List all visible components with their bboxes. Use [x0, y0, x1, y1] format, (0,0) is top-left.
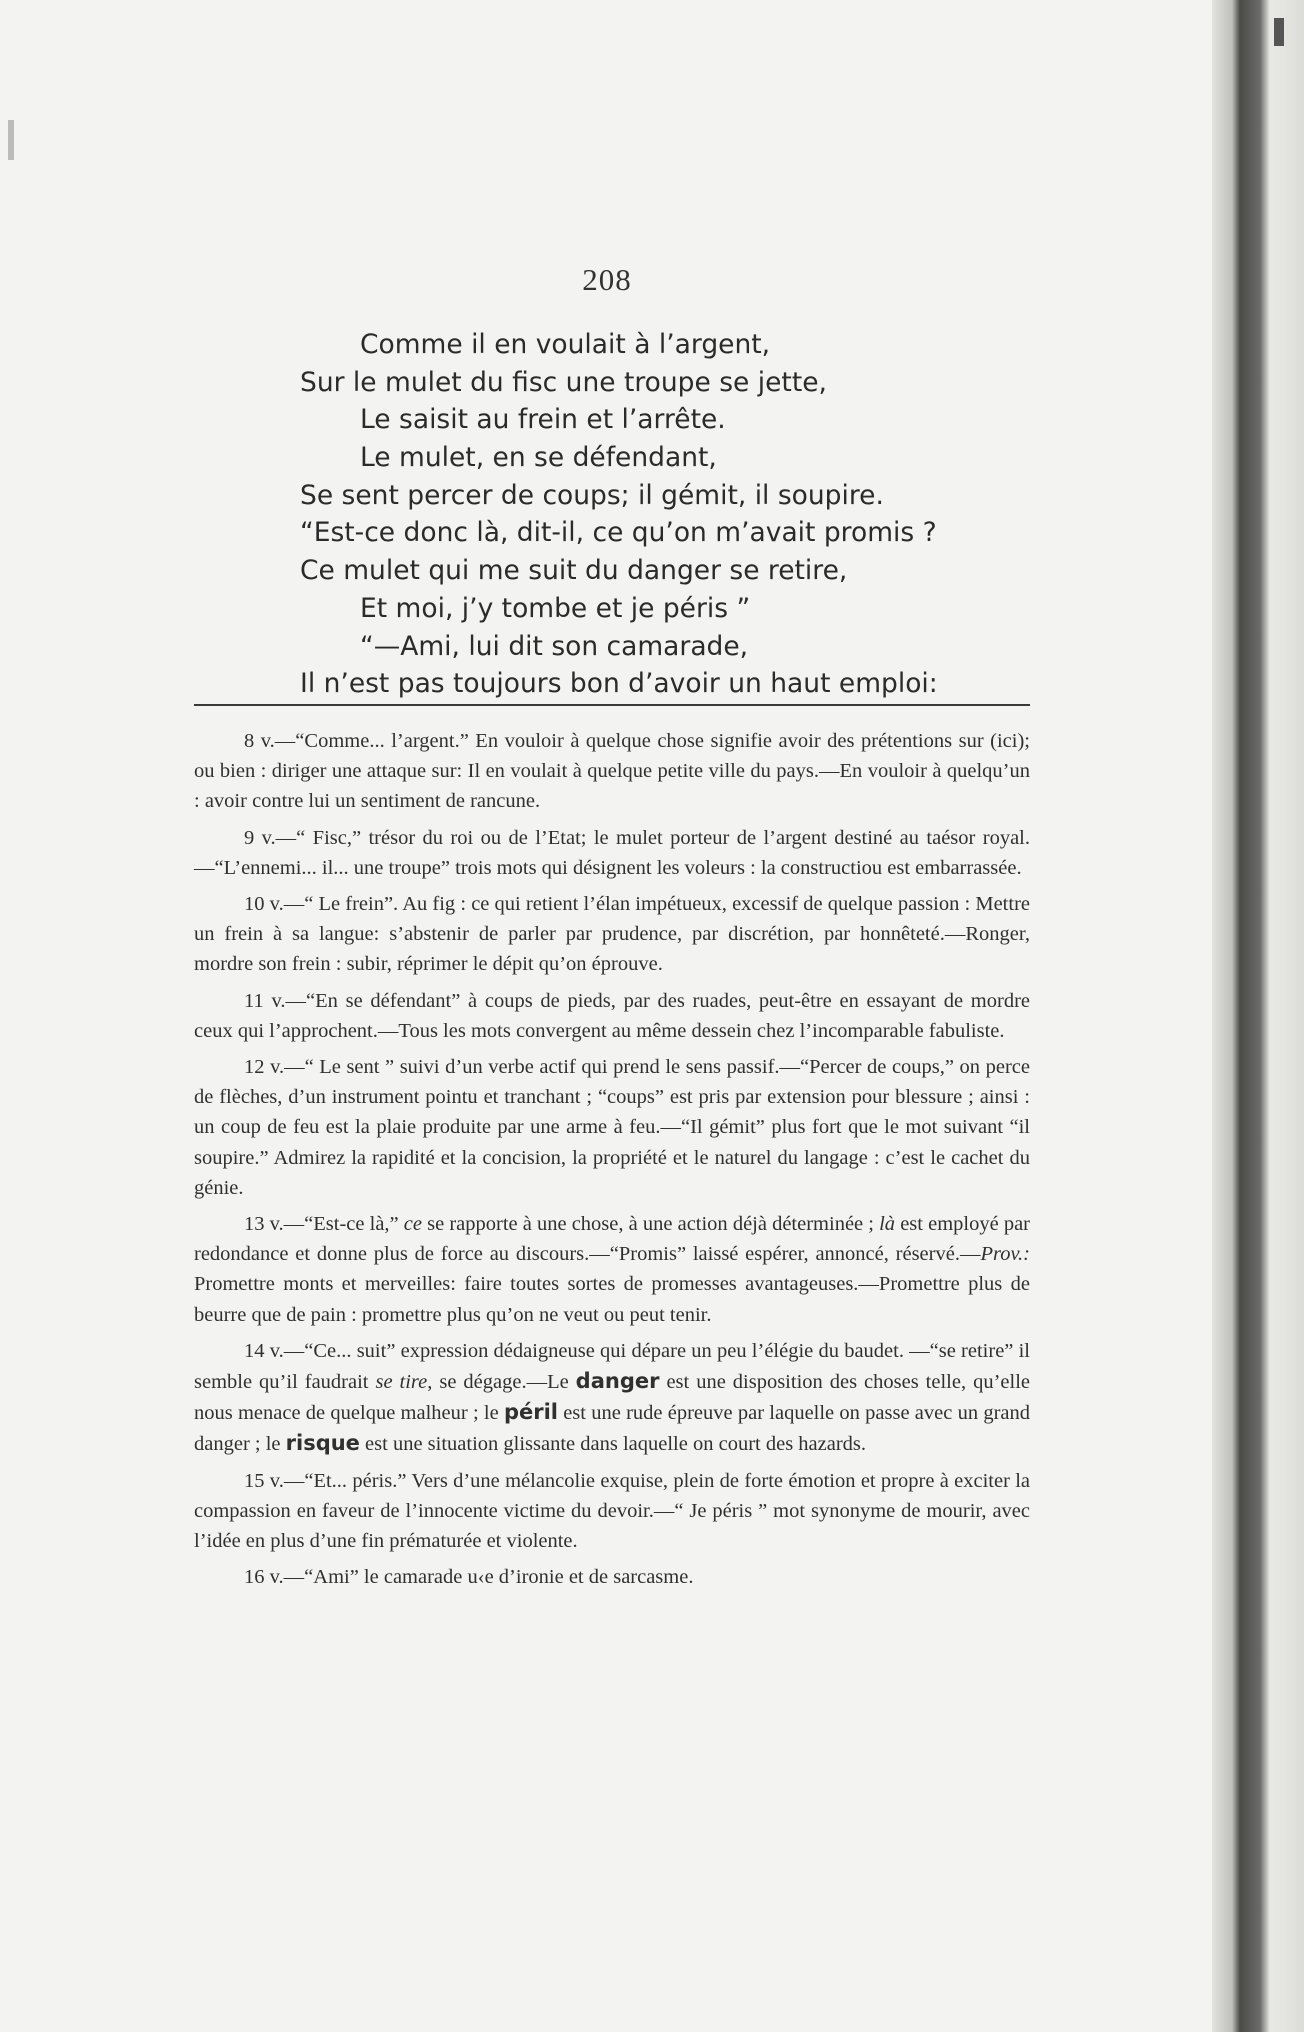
footnote-text: est une rude épreuve par laquelle on passe avec un grand danger ; le: [194, 1402, 1031, 1456]
bold-keyword: péril: [503, 1400, 558, 1425]
bold-keyword: danger: [575, 1369, 660, 1394]
poem-line: Se sent percer de coups; il gémit, il soupire.: [300, 479, 884, 511]
footnote-text: 12 v.—“ Le sent ” suivi d’un verbe actif qui prend le sens passif.—“Percer de coups,” on perce de flèches, d’un instrument pointu et tranchant ; “coups” est pris par extension pour blessure ; ainsi : un coup de feu est la plaie produite par une arme à feu.—“Il gémit” plus fort que le mot suivant “il soupire.” Admirez la rapidité et la concision, la propriété et le naturel du langage : c’est le cachet du génie.: [194, 1056, 1030, 1199]
footnote: [194, 726, 1030, 817]
page-number: 208: [582, 262, 632, 297]
footnotes: [194, 726, 1030, 1598]
footnote-text: est employé par redondance et donne plus de force au discours.—“Promis” laissé espérer, annoncé, réservé.—: [194, 1213, 1030, 1266]
footnote-text: 9 v.—“ Fisc,” trésor du roi ou de l’Etat; le mulet porteur de l’argent destiné au taésor royal.—“L’ennemi... il... une troupe” trois mots qui désignent les voleurs : la constructiou est embarrassée.: [194, 826, 1030, 879]
footnote-rule: [194, 704, 1030, 706]
scan-edge-mark: [1274, 18, 1284, 46]
italic-term: se tire: [375, 1371, 428, 1394]
footnote-text: 11 v.—“En se défendant” à coups de pieds, par des ruades, peut-être en essayant de mordre ceux qui l’approchent.—Tous les mots convergent au même dessein chez l’incomparable fabuliste.: [194, 989, 1030, 1042]
footnote: [194, 889, 1030, 980]
footnote-text: , se dégage.—Le: [427, 1371, 576, 1394]
footnote-text: Promettre monts et merveilles: faire toutes sortes de promesses avantageuses.—Promettre plus de beurre que de pain : promettre plus qu’on ne veut ou peut tenir.: [194, 1273, 1030, 1326]
footnote-text: 14 v.—“Ce... suit” expression dédaigneuse qui dépare un peu l’élégie du baudet. —“se retire” il semble qu’il faudrait: [194, 1339, 1030, 1394]
poem-line: Il n’est pas toujours bon d’avoir un haut emploi:: [300, 668, 938, 700]
poem-line: Comme il en voulait à l’argent,: [360, 329, 771, 360]
scan-edge-mark: [8, 120, 14, 160]
footnote-text: 15 v.—“Et... péris.” Vers d’une mélancolie exquise, plein de forte émotion et propre à exciter la compassion en faveur de l’innocente victime du devoir.—“ Je péris ” mot synonyme de mourir, avec l’idée en plus d’une fin prématurée et violente.: [194, 1469, 1030, 1553]
footnote: [194, 1466, 1030, 1557]
poem-line: Le mulet, en se défendant,: [360, 442, 717, 474]
italic-term: Prov.:: [980, 1243, 1030, 1266]
italic-term: ce: [403, 1213, 422, 1236]
poem-line: “—Ami, lui dit son camarade,: [360, 630, 749, 662]
poem-line: Le saisit au frein et l’arrête.: [360, 404, 726, 436]
footnote: [194, 986, 1030, 1046]
footnote-text: est une situation glissante dans laquelle on court des hazards.: [359, 1433, 867, 1456]
poem-line: Ce mulet qui me suit du danger se retire,: [300, 555, 848, 587]
footnote-text: 16 v.—“Ami” le camarade u‹e d’ironie et de sarcasme.: [244, 1566, 694, 1589]
poem-line: Et moi, j’y tombe et je péris ”: [360, 592, 751, 624]
page-edge-shadow: [1212, 0, 1304, 2032]
poem-stanza: [300, 326, 1100, 703]
italic-term: là: [879, 1213, 896, 1236]
footnote: [194, 1562, 1030, 1592]
poem-line: Sur le mulet du fisc une troupe se jette,: [300, 366, 827, 398]
poem-line: “Est-ce donc là, dit-il, ce qu’on m’avait promis ?: [300, 517, 937, 549]
footnote-text: se rapporte à une chose, à une action déjà déterminée ;: [421, 1213, 880, 1236]
footnote-text: 13 v.—“Est-ce là,”: [244, 1213, 404, 1236]
footnote-text: est une disposition des choses telle, qu’elle nous menace de quelque malheur ; le: [194, 1371, 1030, 1425]
footnote: [194, 1336, 1030, 1460]
footnote-text: 10 v.—“ Le frein”. Au fig : ce qui retient l’élan impétueux, excessif de quelque passion : Mettre un frein à sa langue: s’abstenir de parler par prudence, par discrétion, par honnêteté.—Ronger, mordre son frein : subir, réprimer le dépit qu’on éprouve.: [194, 893, 1030, 976]
footnote-text: 8 v.—“Comme... l’argent.” En vouloir à quelque chose signifie avoir des prétentions sur (ici); ou bien : diriger une attaque sur: Il en voulait à quelque petite ville du pays.—En vouloir à quelqu’un : avoir contre lui un sentiment de rancune.: [194, 730, 1030, 813]
footnote: [194, 1052, 1030, 1203]
footnote: [194, 1209, 1030, 1330]
footnote: [194, 823, 1030, 883]
bold-keyword: risque: [285, 1431, 360, 1456]
